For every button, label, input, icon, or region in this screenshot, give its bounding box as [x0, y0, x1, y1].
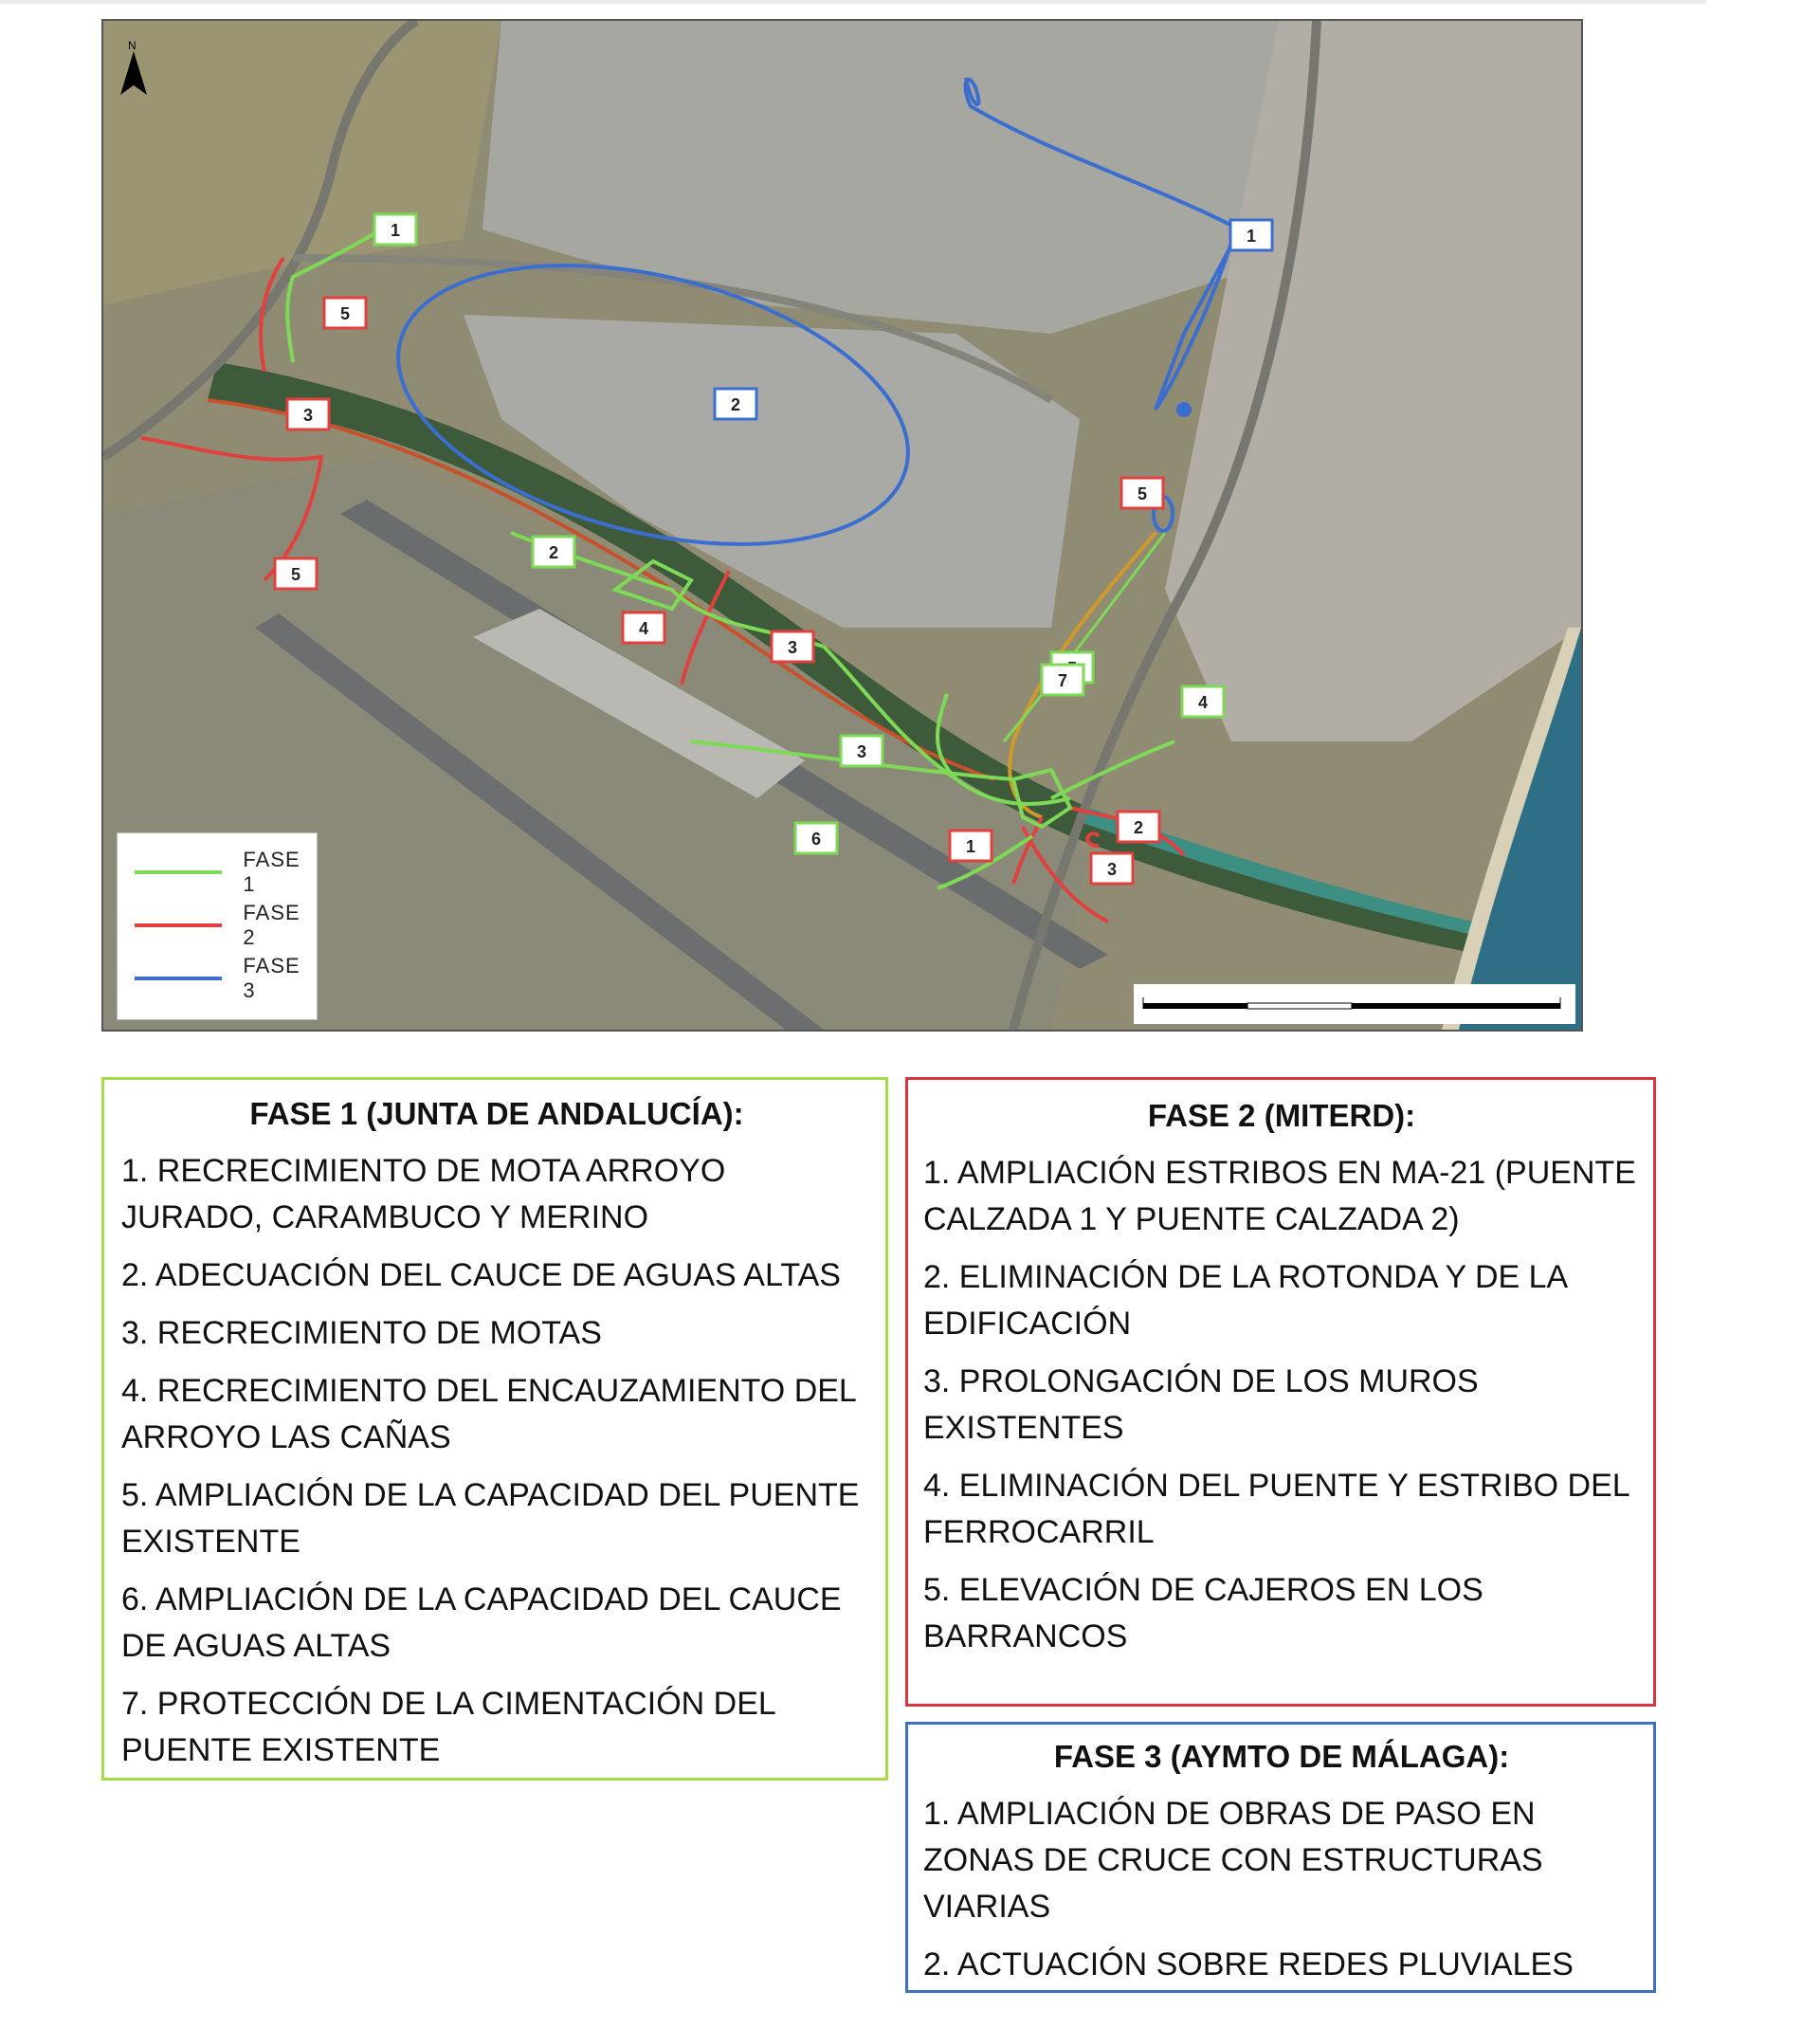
fase3-node: [1176, 402, 1192, 417]
map-marker-fase2-3: [772, 631, 813, 662]
map-marker-label: 6: [810, 830, 822, 849]
list-item: 1. AMPLIACIÓN ESTRIBOS EN MA-21 (PUENTE CALZADA 1 Y PUENTE CALZADA 2): [923, 1155, 1636, 1237]
map-marker-label: 3: [787, 638, 798, 657]
map-marker-label: 5: [290, 565, 301, 584]
list-item: 5. ELEVACIÓN DE CAJEROS EN LOS BARRANCOS: [923, 1572, 1483, 1654]
list-item: 4. RECRECIMIENTO DEL ENCAUZAMIENTO DEL ARROYO LAS CAÑAS: [121, 1373, 856, 1455]
map-marker-fase2-3: [1091, 853, 1133, 884]
list-item: 5. AMPLIACIÓN DE LA CAPACIDAD DEL PUENTE EXISTENTE: [121, 1477, 860, 1560]
map-marker-fase1-2: [533, 537, 574, 567]
map-marker-fase2-1: [950, 831, 992, 861]
list-item: 1. AMPLIACIÓN DE OBRAS DE PASO EN ZONAS DE CRUCE CON ESTRUCTURAS VIARIAS: [923, 1796, 1543, 1925]
fase1-list: [121, 1148, 872, 1774]
fase1-panel: [101, 1077, 888, 1781]
fase2-panel: [905, 1077, 1656, 1707]
map-marker-label: 3: [1106, 860, 1118, 879]
list-item: 3. RECRECIMIENTO DE MOTAS: [121, 1315, 602, 1351]
map-legend: [117, 832, 318, 1020]
legend-label: FASE 1: [243, 848, 300, 896]
north-arrow-icon: [115, 38, 153, 104]
map-marker-label: 1: [390, 221, 401, 240]
legend-item-fase2: [135, 901, 317, 949]
satellite-map[interactable]: [101, 19, 1583, 1032]
map-marker-label: 7: [1057, 671, 1068, 690]
map-marker-label: 1: [965, 837, 976, 856]
scale-bar: [1134, 984, 1575, 1024]
legend-label: FASE 3: [243, 954, 300, 1002]
north-arrow: [115, 38, 153, 104]
map-marker-fase3-1: [1230, 220, 1272, 250]
list-item: 1. RECRECIMIENTO DE MOTA ARROYO JURADO, CARAMBUCO Y MERINO: [121, 1153, 726, 1235]
map-marker-fase1-1: [374, 214, 416, 245]
map-marker-fase2-5: [275, 558, 317, 589]
map-marker-label: 4: [1197, 693, 1209, 712]
map-marker-label: 3: [856, 742, 867, 761]
map-marker-fase3-2: [715, 389, 756, 419]
map-marker-label: 5: [1137, 484, 1148, 503]
map-marker-fase1-3: [841, 736, 883, 766]
list-item: 2. ACTUACIÓN SOBRE REDES PLUVIALES: [923, 1946, 1574, 1982]
list-item: 7. PROTECCIÓN DE LA CIMENTACIÓN DEL PUENTE EXISTENTE: [121, 1686, 775, 1768]
fase2-title: FASE 2 (MITERD):: [1147, 1098, 1416, 1133]
legend-swatch: [135, 870, 222, 874]
fase3-title: FASE 3 (AYMTO DE MÁLAGA):: [1053, 1739, 1510, 1774]
map-marker-fase2-5: [324, 298, 366, 328]
legend-item-fase3: [135, 954, 317, 1002]
map-canvas: [103, 21, 1581, 1030]
map-marker-label: 2: [730, 395, 741, 414]
map-marker-fase2-4: [623, 612, 664, 643]
legend-swatch: [135, 923, 222, 927]
fase3-list: [923, 1791, 1640, 1988]
map-marker-label: 3: [302, 406, 314, 425]
legend-item-fase1: [135, 848, 317, 896]
scale-bar-graphic: [1134, 984, 1575, 1024]
map-marker-label: 1: [1246, 227, 1257, 246]
svg-text:N: N: [128, 39, 136, 52]
map-marker-fase2-3: [287, 399, 329, 429]
legend-label: FASE 2: [243, 901, 300, 949]
map-marker-label: 2: [548, 543, 559, 562]
list-item: 4. ELIMINACIÓN DEL PUENTE Y ESTRIBO DEL FERROCARRIL: [923, 1468, 1629, 1550]
fase3-panel: [905, 1722, 1656, 1993]
map-marker-fase2-2: [1118, 812, 1159, 842]
top-border: [0, 0, 1706, 4]
list-item: 2. ELIMINACIÓN DE LA ROTONDA Y DE LA EDIFICACIÓN: [923, 1259, 1567, 1342]
map-marker-fase1-6: [795, 823, 837, 853]
map-marker-fase1-4: [1182, 686, 1224, 717]
list-item: 2. ADECUACIÓN DEL CAUCE DE AGUAS ALTAS: [121, 1257, 841, 1293]
fase1-title: FASE 1 (JUNTA DE ANDALUCÍA):: [249, 1096, 744, 1131]
map-marker-fase1-7: [1042, 665, 1083, 695]
map-marker-label: 4: [638, 619, 649, 638]
list-item: 3. PROLONGACIÓN DE LOS MUROS EXISTENTES: [923, 1363, 1479, 1446]
map-marker-fase2-5: [1121, 478, 1163, 508]
list-item: 6. AMPLIACIÓN DE LA CAPACIDAD DEL CAUCE DE AGUAS ALTAS: [121, 1581, 842, 1664]
fase2-list: [923, 1150, 1640, 1660]
map-marker-label: 2: [1133, 818, 1144, 837]
legend-swatch: [135, 977, 222, 980]
map-marker-label: 5: [339, 304, 351, 323]
